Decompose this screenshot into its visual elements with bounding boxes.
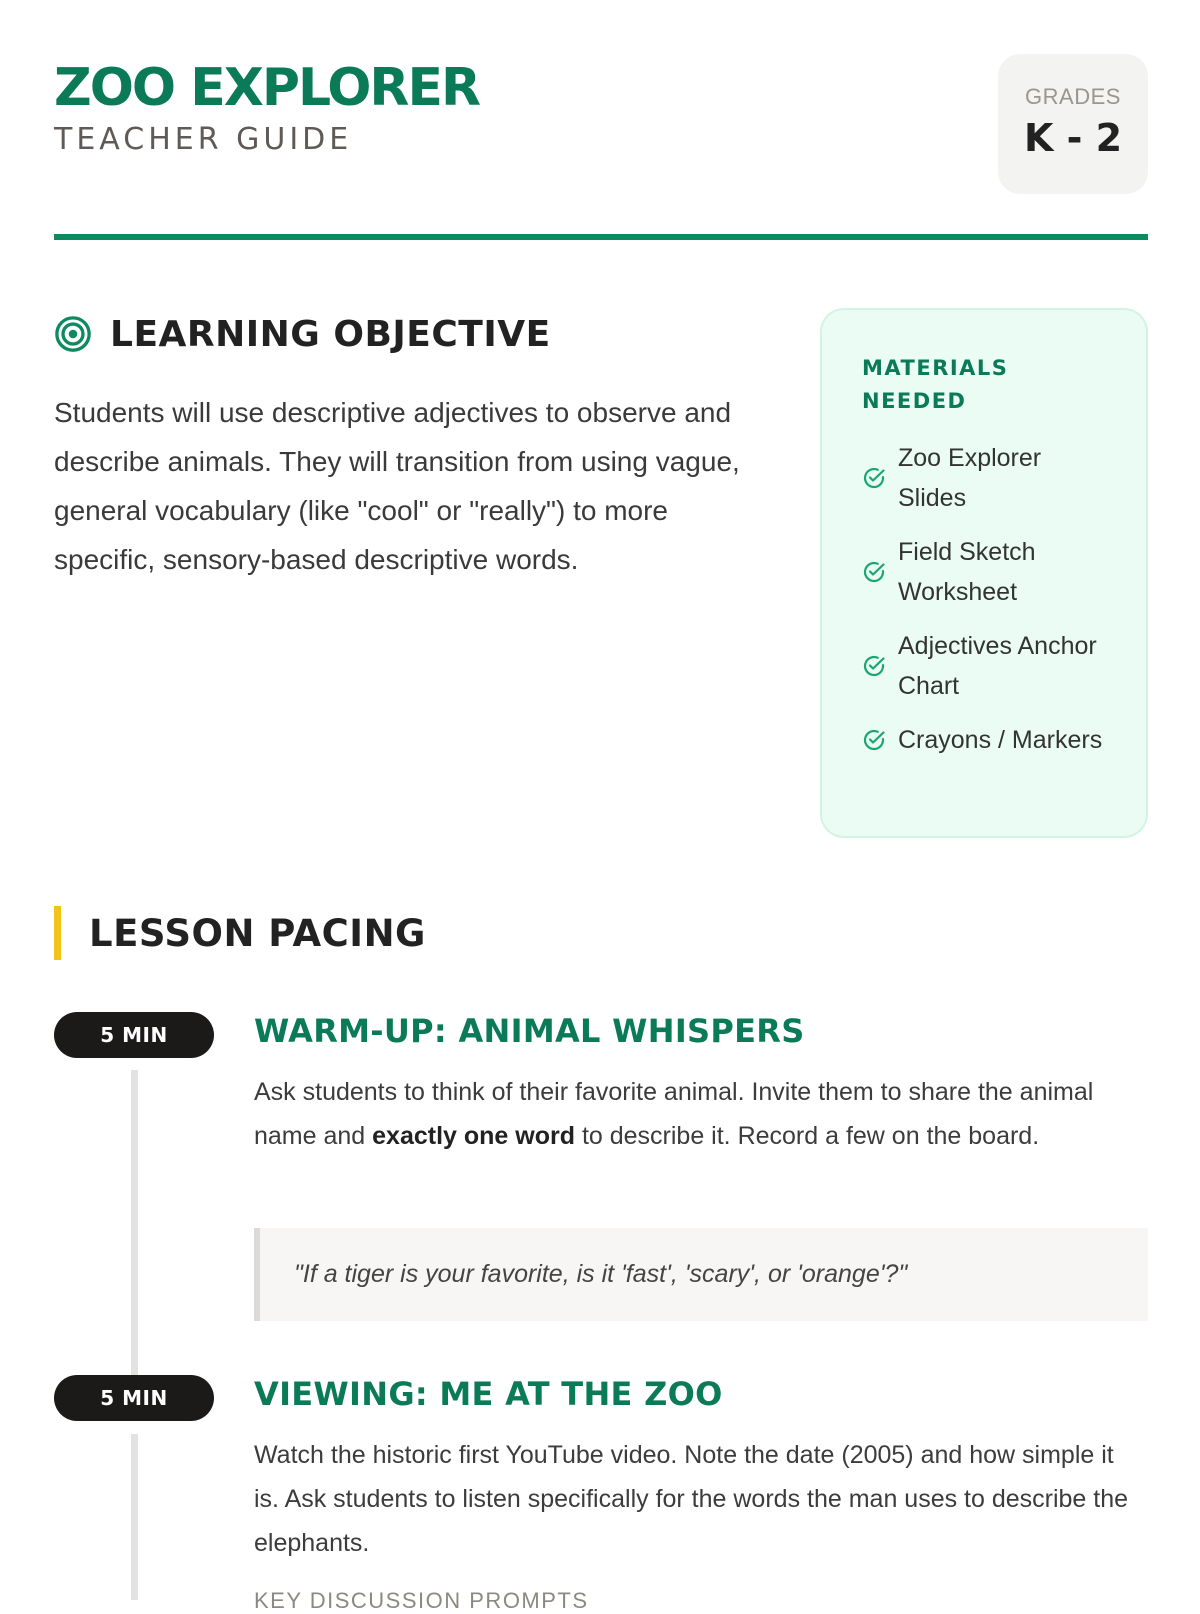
list-item xyxy=(862,438,1116,518)
step-text-part: to describe it. Record a few on the board. xyxy=(575,1122,1040,1150)
check-circle-icon xyxy=(862,560,886,584)
material-label: Field Sketch Worksheet xyxy=(898,538,1036,606)
list-item xyxy=(862,626,1116,706)
duration-pill: 5 MIN xyxy=(54,1012,214,1058)
check-circle-icon xyxy=(862,466,886,490)
timeline-line xyxy=(131,1070,138,1380)
accent-bar xyxy=(54,906,61,960)
check-circle-icon xyxy=(862,654,886,678)
lesson-pacing-heading-row xyxy=(54,906,426,960)
step-description: Watch the historic first YouTube video. Note the date (2005) and how simple it is. Ask students to listen specifically for the words the man uses to describe the elephants. xyxy=(254,1441,1129,1557)
step-text-part: Ask students to think of their favorite animal. Invite them to share the animal name and xyxy=(254,1078,1094,1150)
learning-objective-section xyxy=(54,310,794,584)
lesson-pacing-heading: LESSON PACING xyxy=(89,911,426,955)
grades-value: K - 2 xyxy=(1023,116,1123,160)
example-quote: "If a tiger is your favorite, is it 'fast', 'scary', or 'orange'?" xyxy=(254,1228,1148,1321)
objective-heading: LEARNING OBJECTIVE xyxy=(110,313,551,355)
header-divider xyxy=(54,234,1148,240)
materials-list xyxy=(862,438,1116,760)
list-item xyxy=(862,532,1116,612)
materials-card xyxy=(820,308,1148,838)
material-label: Adjectives Anchor Chart xyxy=(898,632,1097,700)
material-label: Zoo Explorer Slides xyxy=(898,444,1042,512)
step-title: WARM-UP: ANIMAL WHISPERS xyxy=(254,1012,805,1050)
grades-badge xyxy=(998,54,1148,194)
check-circle-icon xyxy=(862,728,886,752)
materials-heading: MATERIALS NEEDED xyxy=(862,356,1009,413)
page-title: ZOO EXPLORER xyxy=(54,58,480,118)
timeline-line xyxy=(131,1434,138,1600)
step-description xyxy=(254,1070,1134,1158)
objective-text: Students will use descriptive adjectives to observe and describe animals. They will transition from using vague, general vocabulary (like "cool" or "really") to more specific, sensory-based descriptive words. xyxy=(54,397,740,575)
discussion-prompts-label: KEY DISCUSSION PROMPTS xyxy=(254,1588,589,1613)
duration-pill: 5 MIN xyxy=(54,1375,214,1421)
material-label: Crayons / Markers xyxy=(898,726,1103,754)
step-text-emphasis: exactly one word xyxy=(372,1122,575,1150)
page-header xyxy=(54,58,1148,198)
page-subtitle: TEACHER GUIDE xyxy=(54,122,353,157)
step-title: VIEWING: ME AT THE ZOO xyxy=(254,1375,723,1413)
target-icon xyxy=(54,315,92,353)
grades-label: GRADES xyxy=(1025,84,1121,109)
list-item xyxy=(862,720,1116,760)
